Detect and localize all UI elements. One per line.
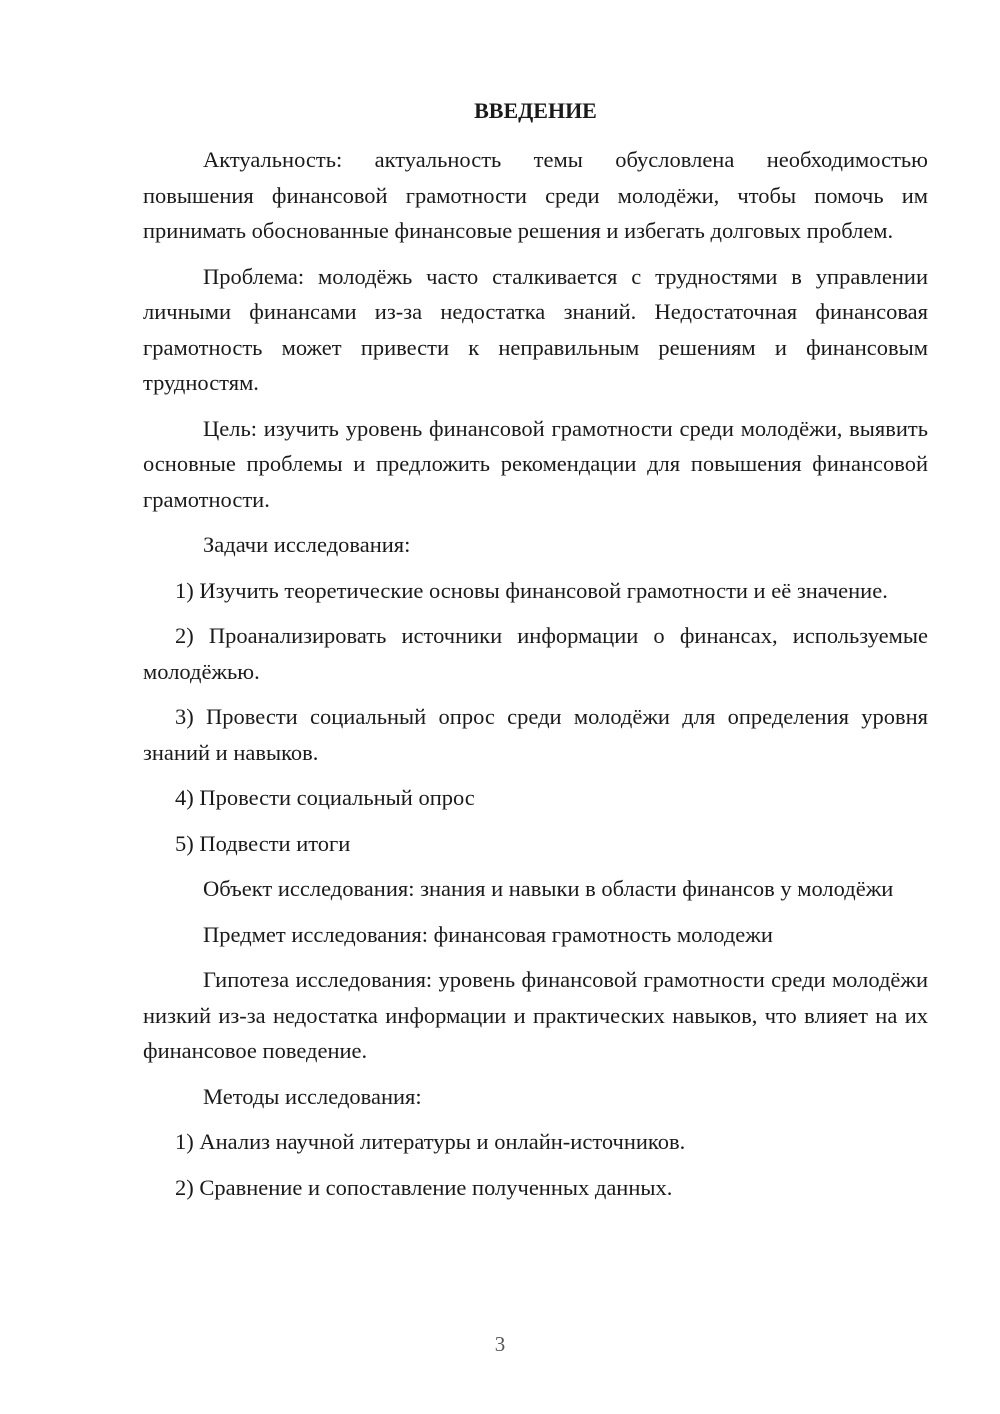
paragraph-goal: Цель: изучить уровень финансовой грамотности среди молодёжи, выявить основные проблемы и предложить рекомендации для повышения финансовой грамотности. bbox=[143, 415, 928, 512]
paragraph-object: Объект исследования: знания и навыки в области финансов у молодёжи bbox=[203, 876, 894, 901]
task-item-2: 2) Проанализировать источники информации о финансах, используемые молодёжью. bbox=[143, 623, 928, 684]
task-item-4: 4) Провести социальный опрос bbox=[175, 785, 475, 810]
page-title: ВВЕДЕНИЕ bbox=[474, 98, 597, 123]
method-item-2: 2) Сравнение и сопоставление полученных данных. bbox=[175, 1174, 673, 1200]
page-content bbox=[143, 96, 928, 1215]
task-item-1: 1) Изучить теоретические основы финансовой грамотности и её значение. bbox=[175, 577, 888, 603]
task-item-5: 5) Подвести итоги bbox=[175, 830, 351, 856]
tasks-heading: Задачи исследования: bbox=[203, 532, 411, 557]
method-item-1: 1) Анализ научной литературы и онлайн-источников. bbox=[175, 1129, 686, 1154]
paragraph-hypothesis: Гипотеза исследования: уровень финансовой грамотности среди молодёжи низкий из-за недостатка информации и практических навыков, что влияет на их финансовое поведение. bbox=[143, 967, 928, 1063]
paragraph-relevance: Актуальность: актуальность темы обусловлена необходимостью повышения финансовой грамотности среди молодёжи, чтобы помочь им принимать обоснованные финансовые решения и избегать долговых проблем. bbox=[143, 147, 928, 243]
page-number: 3 bbox=[494, 1332, 506, 1356]
paragraph-problem: Проблема: молодёжь часто сталкивается с трудностями в управлении личными финансами из-за недостатка знаний. Недостаточная финансовая грамотность может привести к неправильным решениям и финансовым трудностям. bbox=[143, 263, 928, 395]
paragraph-subject: Предмет исследования: финансовая грамотность молодежи bbox=[203, 921, 773, 947]
methods-heading: Методы исследования: bbox=[203, 1083, 422, 1109]
task-item-3: 3) Провести социальный опрос среди молодёжи для определения уровня знаний и навыков. bbox=[143, 704, 928, 765]
